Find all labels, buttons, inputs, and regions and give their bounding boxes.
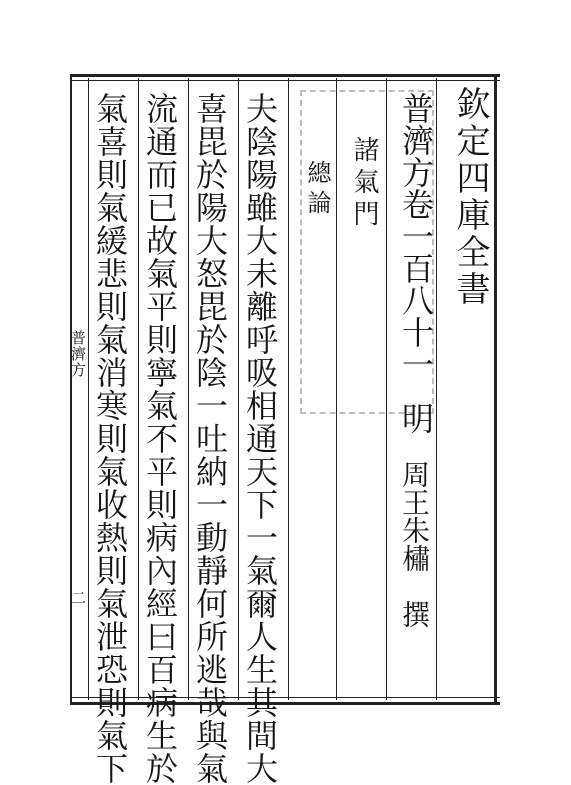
subsection-title: 總論 bbox=[303, 160, 331, 220]
bottom-border bbox=[70, 702, 500, 705]
volume-title: 普濟方卷一百八十一 bbox=[397, 92, 435, 380]
margin-book-label: 普濟方 bbox=[69, 330, 87, 378]
collection-title: 欽定四庫全書 bbox=[450, 86, 490, 308]
top-border bbox=[70, 74, 500, 77]
body-column-4: 氣喜則氣緩悲則氣消寒則氣收熱則氣泄恐則氣下 bbox=[91, 92, 129, 785]
body-column-1: 夫陰陽雖大未離呼吸相通天下一氣爾人生其間大 bbox=[241, 92, 279, 785]
column-divider bbox=[238, 78, 239, 700]
dynasty-label: 明 bbox=[397, 402, 435, 434]
column-divider bbox=[88, 78, 89, 700]
column-divider bbox=[288, 78, 289, 700]
column-divider bbox=[138, 78, 139, 700]
left-border bbox=[70, 74, 72, 705]
body-column-2: 喜毘於陽大怒毘於陰一吐納一動靜何所逃哉與氣 bbox=[191, 92, 229, 785]
column-divider bbox=[188, 78, 189, 700]
body-column-3: 流通而已故氣平則寧氣不平則病內經曰百病生於 bbox=[141, 92, 179, 785]
author-line: 周王朱橚 撰 bbox=[398, 460, 431, 628]
section-title: 諸氣門 bbox=[349, 136, 379, 232]
margin-page-number: 二 bbox=[69, 590, 87, 606]
